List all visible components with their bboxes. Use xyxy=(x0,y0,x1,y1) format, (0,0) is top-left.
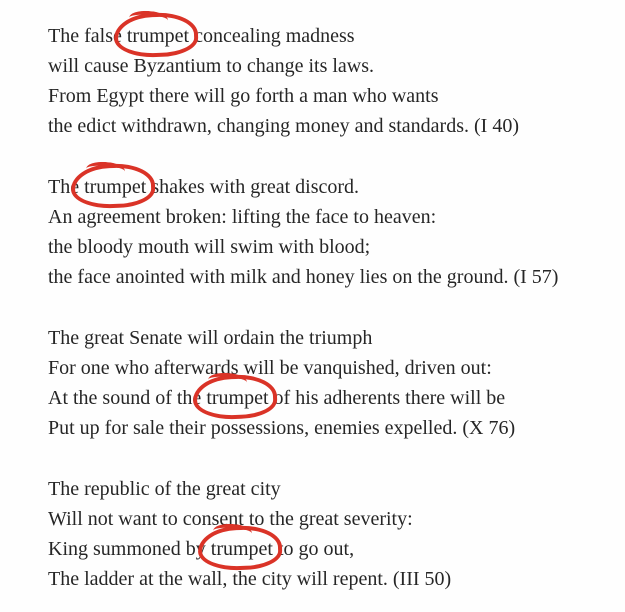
circled-word: trumpet xyxy=(84,176,147,198)
poem-line: For one who afterwards will be vanquished, driven out: xyxy=(48,357,492,379)
red-circle-annotation xyxy=(127,21,189,51)
line-text: to go out, xyxy=(273,538,355,560)
poem-line: will cause Byzantium to change its laws. xyxy=(48,55,375,77)
stanza-1 xyxy=(48,21,615,141)
poem-line xyxy=(48,534,615,564)
line-text: concealing madness xyxy=(189,25,355,47)
red-circle-annotation xyxy=(211,534,273,564)
poem-line: The republic of the great city xyxy=(48,478,281,500)
circled-word: trumpet xyxy=(126,25,190,47)
poem-line xyxy=(48,383,615,413)
poem-line: From Egypt there will go forth a man who wants xyxy=(48,85,439,107)
stanza-2 xyxy=(48,172,615,292)
circled-word: trumpet xyxy=(210,538,273,560)
poem-line: the bloody mouth will swim with blood; xyxy=(48,236,371,258)
poem-line: the edict withdrawn, changing money and standards. (I 40) xyxy=(48,115,519,137)
poem-line: An agreement broken: lifting the face to heaven: xyxy=(48,206,437,228)
stanza-4 xyxy=(48,474,615,594)
line-text: The false xyxy=(48,25,127,47)
poem-line: Put up for sale their possessions, enemies expelled. (X 76) xyxy=(48,417,516,439)
poem-line xyxy=(48,21,615,51)
red-circle-annotation xyxy=(84,172,146,202)
line-text: of his adherents there will be xyxy=(268,387,506,409)
red-circle-annotation xyxy=(206,383,268,413)
line-text: The xyxy=(48,176,85,198)
line-text: At the sound of the xyxy=(48,387,207,409)
poem-line: The great Senate will ordain the triumph xyxy=(48,327,373,349)
poem-line: The ladder at the wall, the city will repent. (III 50) xyxy=(48,568,452,590)
poem-line: the face anointed with milk and honey lies on the ground. (I 57) xyxy=(48,266,559,288)
poem-line: Will not want to consent to the great severity: xyxy=(48,508,413,530)
line-text: shakes with great discord. xyxy=(146,176,360,198)
poem-line xyxy=(48,172,615,202)
line-text: King summoned by xyxy=(48,538,211,560)
stanza-3 xyxy=(48,323,615,443)
circled-word: trumpet xyxy=(206,387,269,409)
